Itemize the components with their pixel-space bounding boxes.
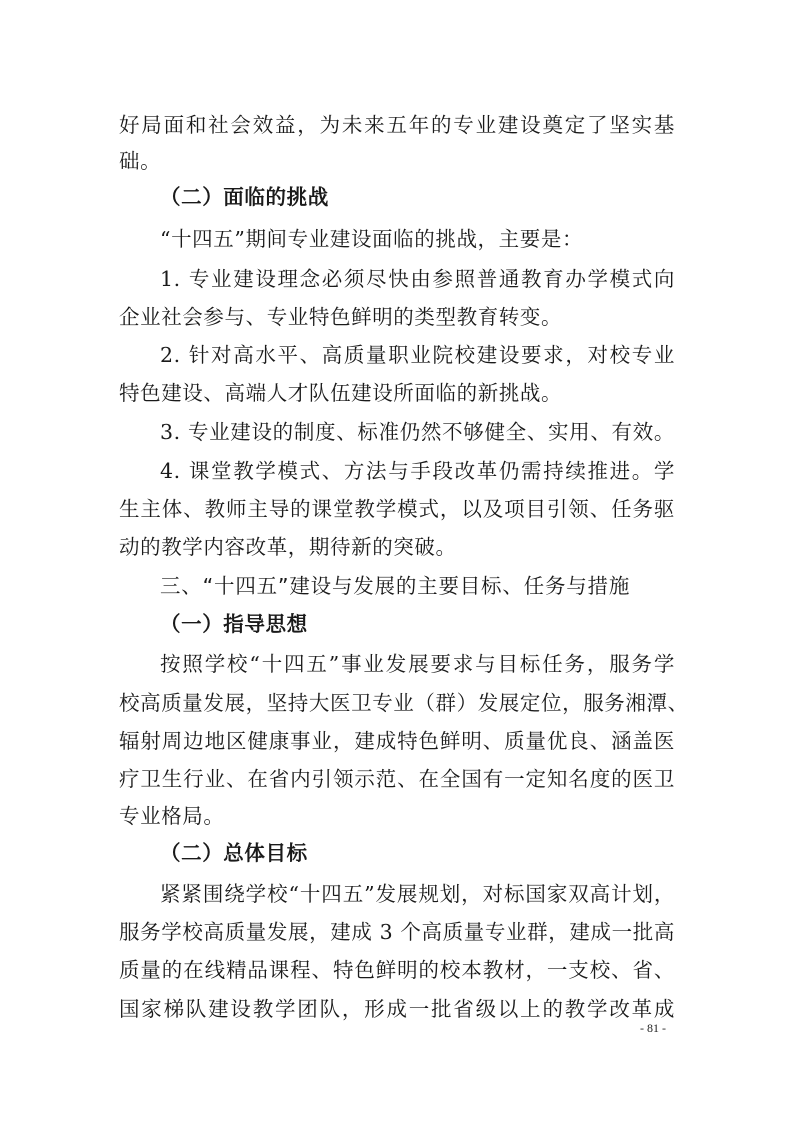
paragraph-line: 国家梯队建设教学团队，形成一批省级以上的教学改革成	[119, 997, 675, 1021]
subheading-challenges: （二）面临的挑战	[160, 185, 329, 209]
section-heading: 三、“十四五”建设与发展的主要目标、任务与措施	[160, 574, 631, 598]
paragraph-line: 疗卫生行业、在省内引领示范、在全国有一定知名度的医卫	[119, 767, 675, 791]
paragraph-line: 服务学校高质量发展，建成 3 个高质量专业群，建成一批高	[119, 920, 675, 944]
paragraph-line: 紧紧围绕学校“十四五”发展规划，对标国家双高计划，	[160, 882, 675, 906]
paragraph-line: “十四五”期间专业建设面临的挑战，主要是：	[160, 227, 584, 251]
list-item-2: 2. 针对高水平、高质量职业院校建设要求，对校专业	[160, 343, 675, 367]
paragraph-line: 好局面和社会效益，为未来五年的专业建设奠定了坚实基	[119, 113, 675, 137]
paragraph-line: 企业社会参与、专业特色鲜明的类型教育转变。	[119, 305, 563, 329]
subheading-guiding-ideology: （一）指导思想	[160, 612, 308, 636]
paragraph-line: 础。	[119, 149, 162, 173]
list-item-1: 1. 专业建设理念必须尽快由参照普通教育办学模式向	[160, 267, 675, 291]
page-number: - 81 -	[640, 1021, 666, 1035]
paragraph-line: 动的教学内容改革，期待新的突破。	[119, 535, 457, 559]
paragraph-line: 辐射周边地区健康事业，建成特色鲜明、质量优良、涵盖医	[119, 729, 675, 753]
list-item-3: 3. 专业建设的制度、标准仍然不够健全、实用、有效。	[160, 420, 675, 444]
paragraph-line: 专业格局。	[119, 804, 225, 828]
list-item-4: 4. 课堂教学模式、方法与手段改革仍需持续推进。学	[160, 459, 675, 483]
paragraph-line: 按照学校“十四五”事业发展要求与目标任务，服务学	[160, 652, 675, 676]
paragraph-line: 生主体、教师主导的课堂教学模式，以及项目引领、任务驱	[119, 497, 675, 521]
paragraph-line: 特色建设、高端人才队伍建设所面临的新挑战。	[119, 381, 563, 405]
paragraph-line: 质量的在线精品课程、特色鲜明的校本教材，一支校、省、	[119, 958, 675, 982]
paragraph-line: 校高质量发展，坚持大医卫专业（群）发展定位，服务湘潭、	[119, 691, 689, 715]
subheading-overall-goals: （二）总体目标	[160, 841, 308, 865]
